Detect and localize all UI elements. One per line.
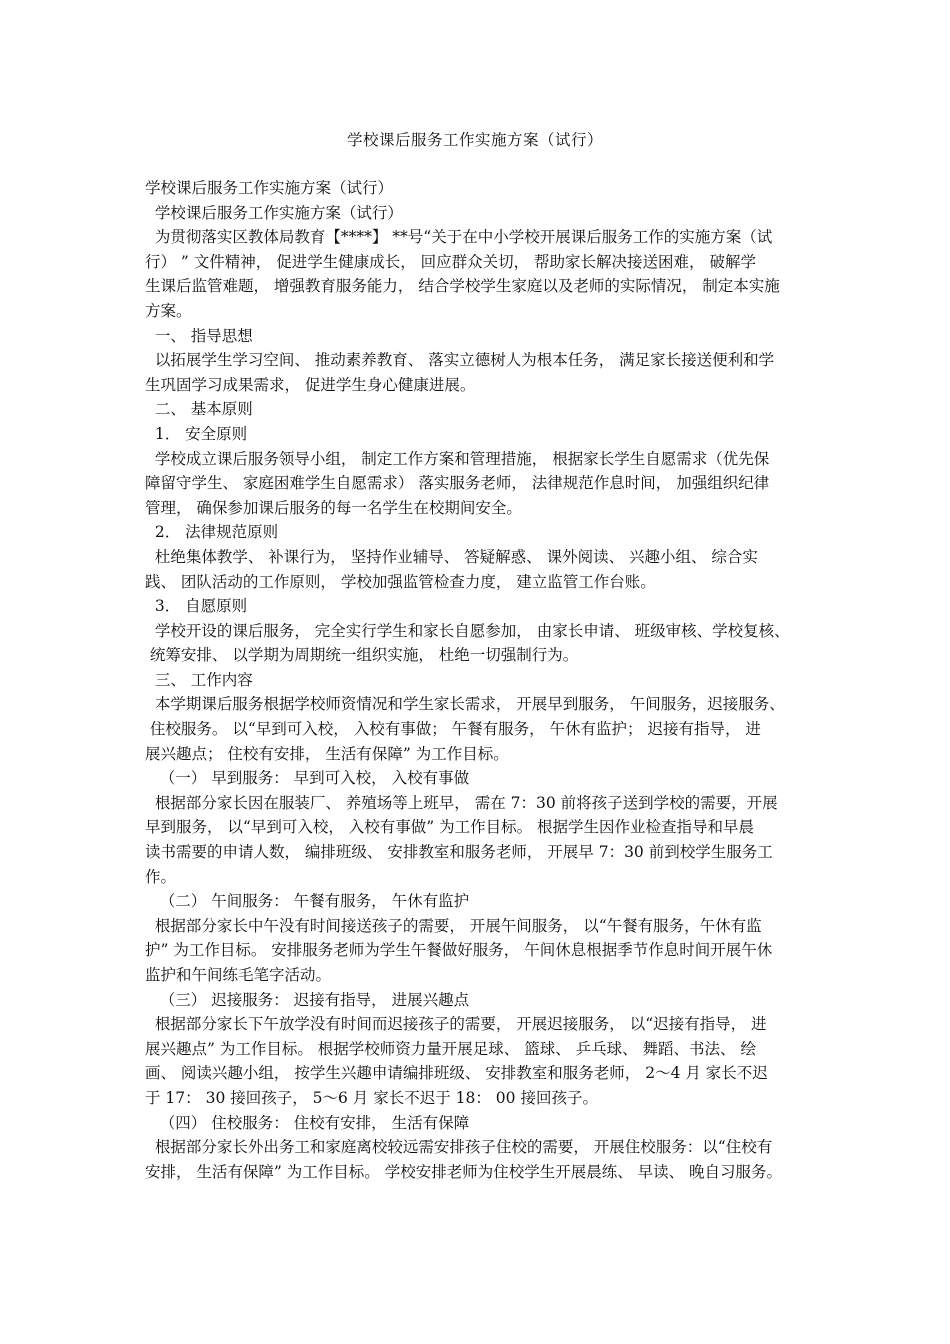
text-line: 根据部分家长因在服装厂、 养殖场等上班早， 需在 7：30 前将孩子送到学校的需要，开展 — [145, 793, 778, 812]
text-line: 为贯彻落实区教体局教育【****】 **号“关于在中小学校开展课后服务工作的实施方案（试 — [145, 228, 773, 247]
document-title: 学校课后服务工作实施方案（试行） — [346, 131, 603, 149]
text-line: 展兴趣点； 住校有安排， 生活有保障” 为工作目标。 — [145, 744, 509, 763]
text-line: 障留守学生、 家庭困难学生自愿需求） 落实服务老师， 法律规范作息时间， 加强组织纪律 — [145, 474, 770, 493]
text-line: 安排， 生活有保障” 为工作目标。 学校安排老师为住校学生开展晨练、 早读、 晚自习服务。 — [145, 1162, 783, 1181]
text-line: 一、 指导思想 — [145, 326, 253, 345]
text-line: 学校开设的课后服务， 完全实行学生和家长自愿参加， 由家长申请、 班级审核、学校复核、 — [145, 621, 790, 640]
text-line: 2． 法律规范原则 — [145, 523, 279, 542]
text-line: 根据部分家长下午放学没有时间而迟接孩子的需要， 开展迟接服务， 以“迟接有指导， 进 — [145, 1015, 767, 1034]
text-line: （二） 午间服务： 午餐有服务， 午休有监护 — [145, 892, 470, 911]
text-line: 方案。 — [145, 301, 192, 320]
text-line: 以拓展学生学习空间、 推动素养教育、 落实立德树人为根本任务， 满足家长接送便利和学 — [145, 351, 775, 370]
text-line: 三、 工作内容 — [145, 670, 253, 689]
text-line: 3． 自愿原则 — [145, 597, 248, 616]
text-line: 行） ” 文件精神， 促进学生健康成长， 回应群众关切， 帮助家长解决接送困难， 破解学 — [145, 252, 756, 271]
text-line: 早到服务， 以“早到可入校， 入校有事做” 为工作目标。 根据学生因作业检查指导和早晨 — [145, 818, 755, 837]
text-line: 住校服务。 以“早到可入校， 入校有事做； 午餐有服务， 午休有监护； 迟接有指导， 进 — [145, 720, 761, 739]
text-line: 二、 基本原则 — [145, 400, 253, 419]
text-line: 本学期课后服务根据学校师资情况和学生家长需求， 开展早到服务， 午间服务，迟接服务、 — [145, 695, 785, 714]
text-line: 统筹安排、 以学期为周期统一组织实施， 杜绝一切强制行为。 — [145, 646, 579, 665]
text-line: 学校课后服务工作实施方案（试行） — [145, 179, 394, 197]
text-line: 监护和午间练毛笔字活动。 — [145, 966, 332, 984]
text-line: 践、 团队活动的工作原则， 学校加强监管检查力度， 建立监管工作台账。 — [145, 572, 656, 591]
text-line: 根据部分家长中午没有时间接送孩子的需要， 开展午间服务， 以“午餐有服务，午休有监 — [145, 916, 762, 935]
text-line: 生课后监管难题， 增强教育服务能力， 结合学校学生家庭以及老师的实际情况， 制定本实施 — [145, 277, 780, 296]
text-line: 学校课后服务工作实施方案（试行） — [145, 203, 403, 222]
text-line: 学校成立课后服务领导小组， 制定工作方案和管理措施， 根据家长学生自愿需求（优先保 — [145, 449, 770, 468]
text-line: 管理， 确保参加课后服务的每一名学生在校期间安全。 — [145, 498, 522, 517]
text-line: 生巩固学习成果需求， 促进学生身心健康进展。 — [145, 375, 476, 394]
text-line: 读书需要的申请人数， 编排班级、 安排教室和服务老师， 开展早 7：30 前到校学生服务工 — [145, 843, 773, 862]
text-line: 杜绝集体教学、 补课行为， 坚持作业辅导、 答疑解惑、 课外阅读、 兴趣小组、 综合实 — [145, 547, 758, 566]
text-line: 1． 安全原则 — [145, 424, 248, 443]
text-line: 展兴趣点” 为工作目标。 根据学校师资力量开展足球、 篮球、 乒乓球、 舞蹈、书法、 绘 — [145, 1039, 756, 1058]
text-line: 于 17： 30 接回孩子， 5～6 月 家长不迟于 18： 00 接回孩子。 — [145, 1088, 598, 1107]
text-line: 作。 — [145, 867, 177, 886]
text-line: 护” 为工作目标。 安排服务老师为学生午餐做好服务， 午间休息根据季节作息时间开展午休 — [145, 941, 773, 960]
text-line: 根据部分家长外出务工和家庭离校较远需安排孩子住校的需要， 开展住校服务：以“住校有 — [145, 1138, 773, 1157]
text-line: （一） 早到服务： 早到可入校， 入校有事做 — [145, 769, 470, 788]
text-line: （四） 住校服务： 住校有安排， 生活有保障 — [145, 1113, 470, 1132]
text-line: 画、 阅读兴趣小组， 按学生兴趣申请编排班级、 安排教室和服务老师， 2～4 月 家长不迟 — [145, 1064, 768, 1083]
text-line: （三） 迟接服务： 迟接有指导， 进展兴趣点 — [145, 990, 470, 1009]
document-body — [145, 176, 817, 1184]
